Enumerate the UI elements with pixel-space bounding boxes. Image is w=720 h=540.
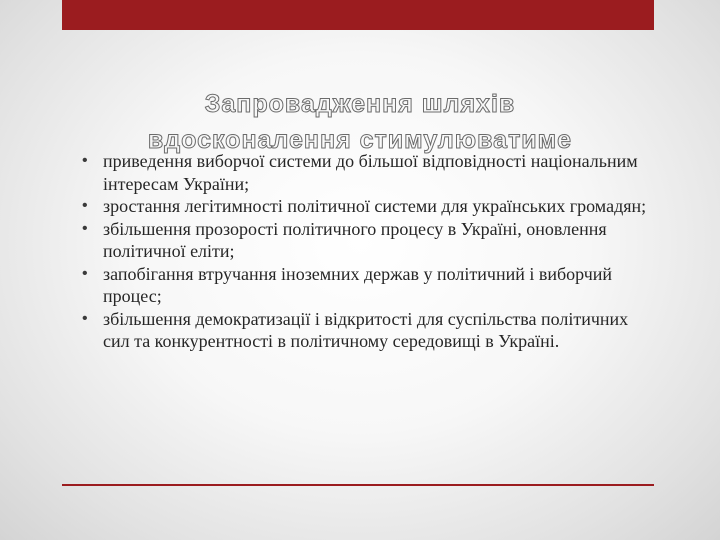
slide-title-line2: вдосконалення стимулюватиме [147, 126, 573, 154]
bullet-text: приведення виборчої системи до більшої відповідності національним інтересам України; [103, 151, 638, 194]
bullet-text: зростання легітимності політичної системи для українських громадян; [103, 196, 647, 216]
bullet-text: збільшення прозорості політичного процесу в Україні, оновлення політичної еліти; [103, 218, 607, 261]
bullet-list [82, 150, 652, 353]
top-accent-bar [62, 0, 654, 30]
slide-title [120, 86, 600, 158]
list-item [82, 308, 652, 353]
list-item [82, 150, 652, 195]
bullet-text: запобігання втручання іноземних держав у політичний і виборчий процес; [103, 263, 613, 306]
bullet-text: збільшення демократизації і відкритості для суспільства політичних сил та конкурентності в політичному середовищі в Україні. [103, 308, 629, 351]
bullet-dot-icon: • [82, 264, 88, 282]
bullet-dot-icon: • [82, 309, 88, 327]
list-item [82, 195, 652, 218]
list-item [82, 218, 652, 263]
bullet-dot-icon: • [82, 219, 88, 237]
list-item [82, 263, 652, 308]
bullet-dot-icon: • [82, 152, 88, 169]
bullet-dot-icon: • [82, 197, 88, 214]
slide-title-line1: Запровадження шляхів [204, 90, 516, 118]
bottom-accent-line [62, 484, 654, 486]
